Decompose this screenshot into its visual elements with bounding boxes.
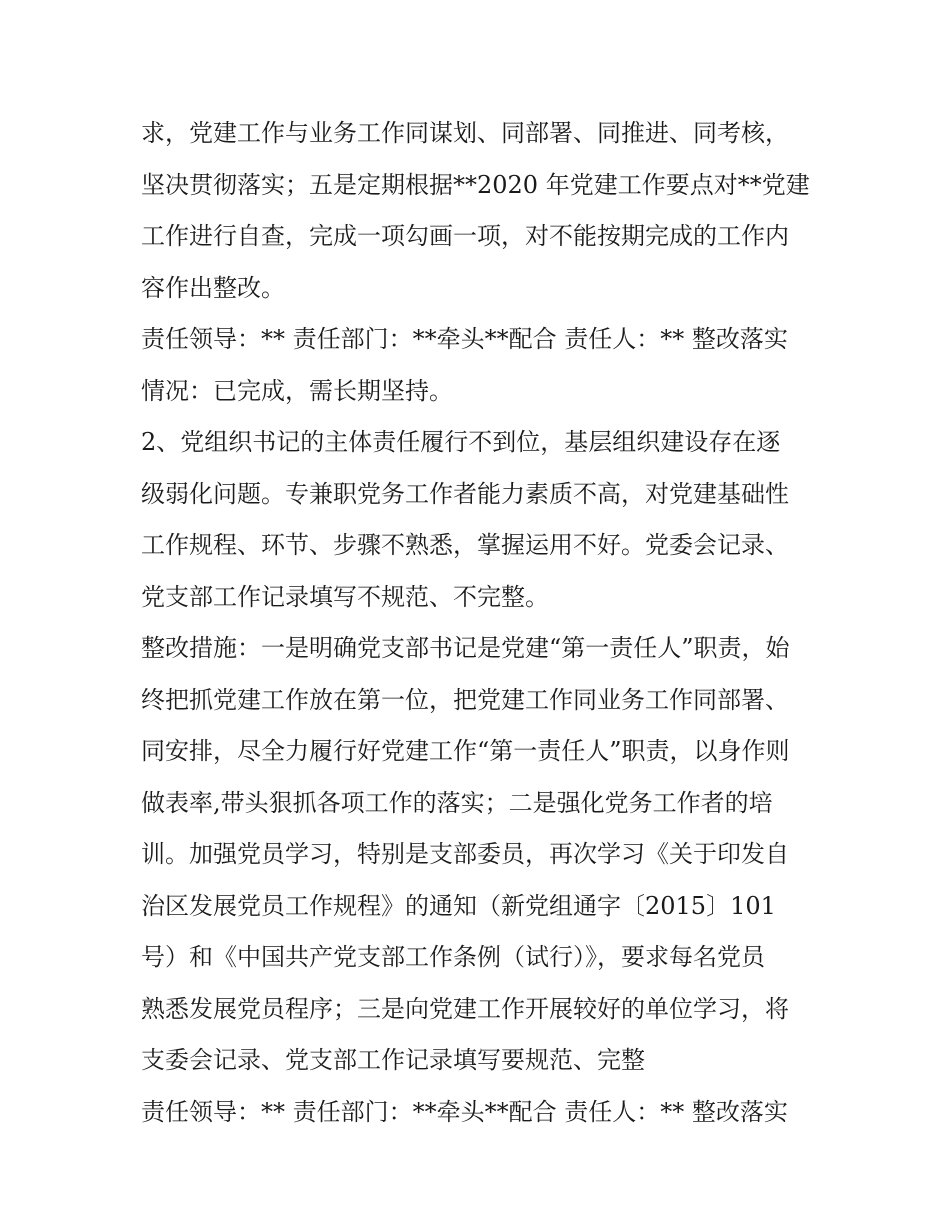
text-line: 治区发展党员工作规程》的通知（新党组通字〔2015〕101 [141,891,776,920]
document-body [141,108,821,1138]
text-line: 同安排，尽全力履行好党建工作“第一责任人”职责，以身作则 [141,737,790,765]
status-line: 情况：已完成，需长期坚持。 [141,376,453,405]
responsibility-line: 责任领导：** 责任部门：**牵头**配合 责任人：** 整改落实 [141,1097,788,1126]
issue-heading-line: 2、党组织书记的主体责任履行不到位，基层组织建设存在逐 [141,428,781,456]
text-line: 号）和《中国共产党支部工作条例（试行）》，要求每名党员 [141,943,765,971]
text-line: 做表率,带头狠抓各项工作的落实；二是强化党务工作者的培 [141,788,773,817]
text-line: 支委会记录、党支部工作记录填写要规范、完整 [141,1046,645,1074]
text-line: 工作进行自查，完成一项勾画一项，对不能按期完成的工作内 [141,222,789,250]
text-line: 求，党建工作与业务工作同谋划、同部署、同推进、同考核， [141,119,789,147]
text-line: 坚决贯彻落实；五是定期根据**2020 年党建工作要点对**党建 [141,170,810,199]
text-line: 工作规程、环节、步骤不熟悉，掌握运用不好。党委会记录、 [141,531,789,559]
text-line: 熟悉发展党员程序；三是向党建工作开展较好的单位学习，将 [141,994,789,1023]
responsibility-line: 责任领导：** 责任部门：**牵头**配合 责任人：** 整改落实 [141,325,788,353]
text-line: 训。加强党员学习，特别是支部委员，再次学习《关于印发自 [141,840,789,868]
text-line: 级弱化问题。专兼职党务工作者能力素质不高，对党建基础性 [141,479,789,508]
text-line: 终把抓党建工作放在第一位，把党建工作同业务工作同部署、 [141,685,789,714]
measures-line: 整改措施：一是明确党支部书记是党建“第一责任人”职责，始 [141,634,790,662]
text-line: 容作出整改。 [141,273,285,302]
text-line: 党支部工作记录填写不规范、不完整。 [141,582,549,611]
